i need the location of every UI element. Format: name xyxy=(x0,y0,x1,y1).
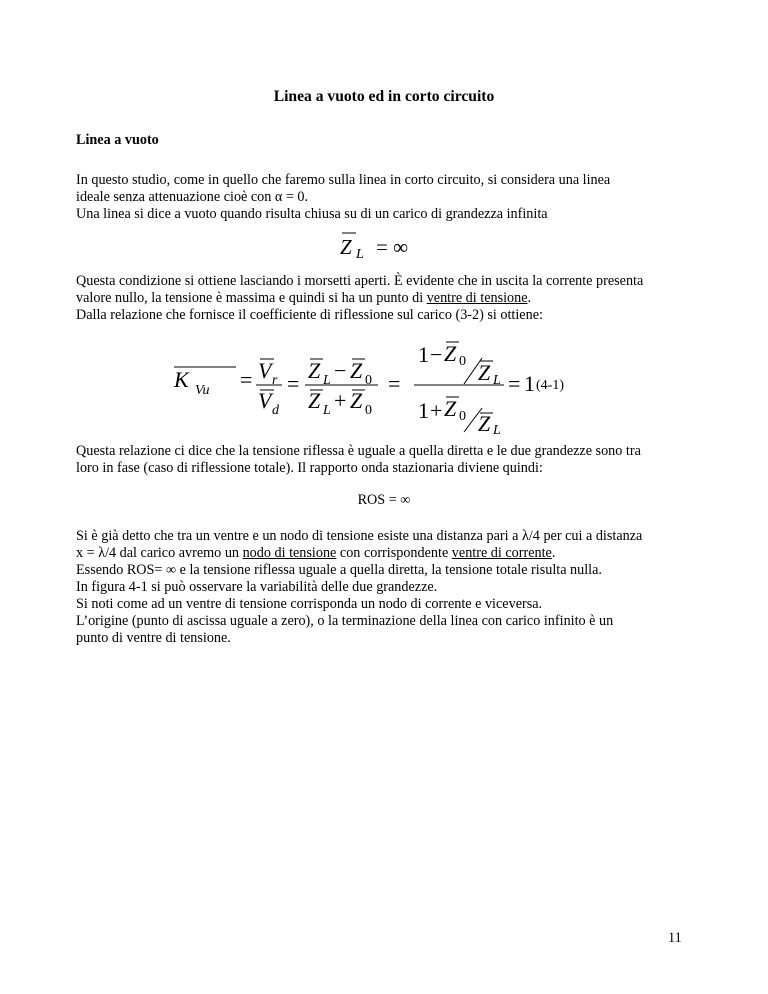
svg-text:+: + xyxy=(430,398,443,423)
svg-text:=: = xyxy=(287,371,300,396)
svg-text:r: r xyxy=(272,373,278,388)
svg-text:d: d xyxy=(272,403,279,418)
svg-text:1: 1 xyxy=(418,342,429,367)
intro-line: Una linea si dice a vuoto quando risulta chiusa su di un carico di grandezza infinita xyxy=(76,206,548,222)
discussion-line: Si è già detto che tra un ventre e un nodo di tensione esiste una distanza pari a λ/4 per cui a distanza xyxy=(76,528,643,544)
relation-paragraph xyxy=(76,443,716,477)
zl-rhs: = ∞ xyxy=(376,235,409,259)
svg-text:Z: Z xyxy=(478,411,491,434)
svg-text:Z: Z xyxy=(308,358,321,383)
discussion-line: punto di ventre di tensione. xyxy=(76,630,231,646)
zl-symbol: Z xyxy=(340,235,352,259)
condition-line: Questa condizione si ottiene lasciando i morsetti aperti. È evidente che in uscita la corrente presenta xyxy=(76,273,644,289)
intro-paragraph xyxy=(76,172,716,223)
discussion-line: Si noti come ad un ventre di tensione corrisponda un nodo di corrente e viceversa. xyxy=(76,596,543,612)
relation-line: loro in fase (caso di riflessione totale). Il rapporto onda stazionaria diviene quindi: xyxy=(76,460,543,476)
svg-text:+: + xyxy=(334,388,347,413)
svg-text:Z: Z xyxy=(478,360,491,385)
condition-line: Dalla relazione che fornisce il coefficiente di riflessione sul carico (3-2) si ottiene: xyxy=(76,307,543,323)
ros-equation: ROS = ∞ xyxy=(357,492,411,508)
equation-label: (4-1) xyxy=(536,378,564,393)
svg-text:=: = xyxy=(508,371,521,396)
equation-zl-infinite xyxy=(330,226,440,260)
svg-text:K: K xyxy=(174,367,189,392)
discussion-line: L’origine (punto di ascissa uguale a zero), o la terminazione della linea con carico infinito è un xyxy=(76,613,614,629)
svg-text:L: L xyxy=(493,423,501,434)
discussion-line: In figura 4-1 si può osservare la variabilità delle due grandezze. xyxy=(76,579,438,595)
svg-text:1: 1 xyxy=(524,371,535,396)
svg-text:=: = xyxy=(388,371,401,396)
svg-text:L: L xyxy=(323,403,331,418)
svg-text:0: 0 xyxy=(459,354,466,369)
relation-line: Questa relazione ci dice che la tensione riflessa è uguale a quella diretta e le due grandezze sono tra xyxy=(76,443,641,459)
equation-4-1 xyxy=(160,334,620,434)
page-number: 11 xyxy=(668,930,682,946)
svg-text:−: − xyxy=(430,342,443,367)
condition-paragraph xyxy=(76,273,716,324)
svg-text:−: − xyxy=(334,358,347,383)
discussion-paragraph xyxy=(76,528,716,647)
svg-text:=: = xyxy=(240,367,253,392)
section-heading: Linea a vuoto xyxy=(76,132,159,148)
ventre-tensione-term: ventre di tensione xyxy=(426,290,528,306)
discussion-line: Essendo ROS= ∞ e la tensione riflessa uguale a quella diretta, la tensione totale risulta nulla. xyxy=(76,562,602,578)
svg-text:L: L xyxy=(493,373,501,388)
svg-text:0: 0 xyxy=(365,403,372,418)
svg-text:0: 0 xyxy=(459,409,466,424)
svg-text:V: V xyxy=(258,388,272,413)
svg-text:Z: Z xyxy=(308,388,321,413)
page-title: Linea a vuoto ed in corto circuito xyxy=(273,88,495,105)
zl-subscript: L xyxy=(356,247,364,260)
ventre-corrente-term: ventre di corrente xyxy=(451,545,552,561)
intro-line: ideale senza attenuazione cioè con α = 0. xyxy=(76,189,309,205)
discussion-line: x = λ/4 dal carico avremo un nodo di tensione con corrispondente ventre di corrente. xyxy=(76,545,556,561)
svg-text:V: V xyxy=(258,358,272,383)
svg-text:Z: Z xyxy=(350,388,363,413)
svg-text:L: L xyxy=(323,373,331,388)
svg-text:Vu: Vu xyxy=(195,383,210,398)
svg-text:Z: Z xyxy=(350,358,363,383)
condition-line: valore nullo, la tensione è massima e quindi si ha un punto di ventre di tensione. xyxy=(76,290,532,306)
svg-text:1: 1 xyxy=(418,398,429,423)
intro-line: In questo studio, come in quello che faremo sulla linea in corto circuito, si considera una linea xyxy=(76,172,611,188)
svg-text:0: 0 xyxy=(365,373,372,388)
svg-text:Z: Z xyxy=(444,341,457,366)
svg-text:Z: Z xyxy=(444,396,457,421)
nodo-tensione-term: nodo di tensione xyxy=(242,545,337,561)
